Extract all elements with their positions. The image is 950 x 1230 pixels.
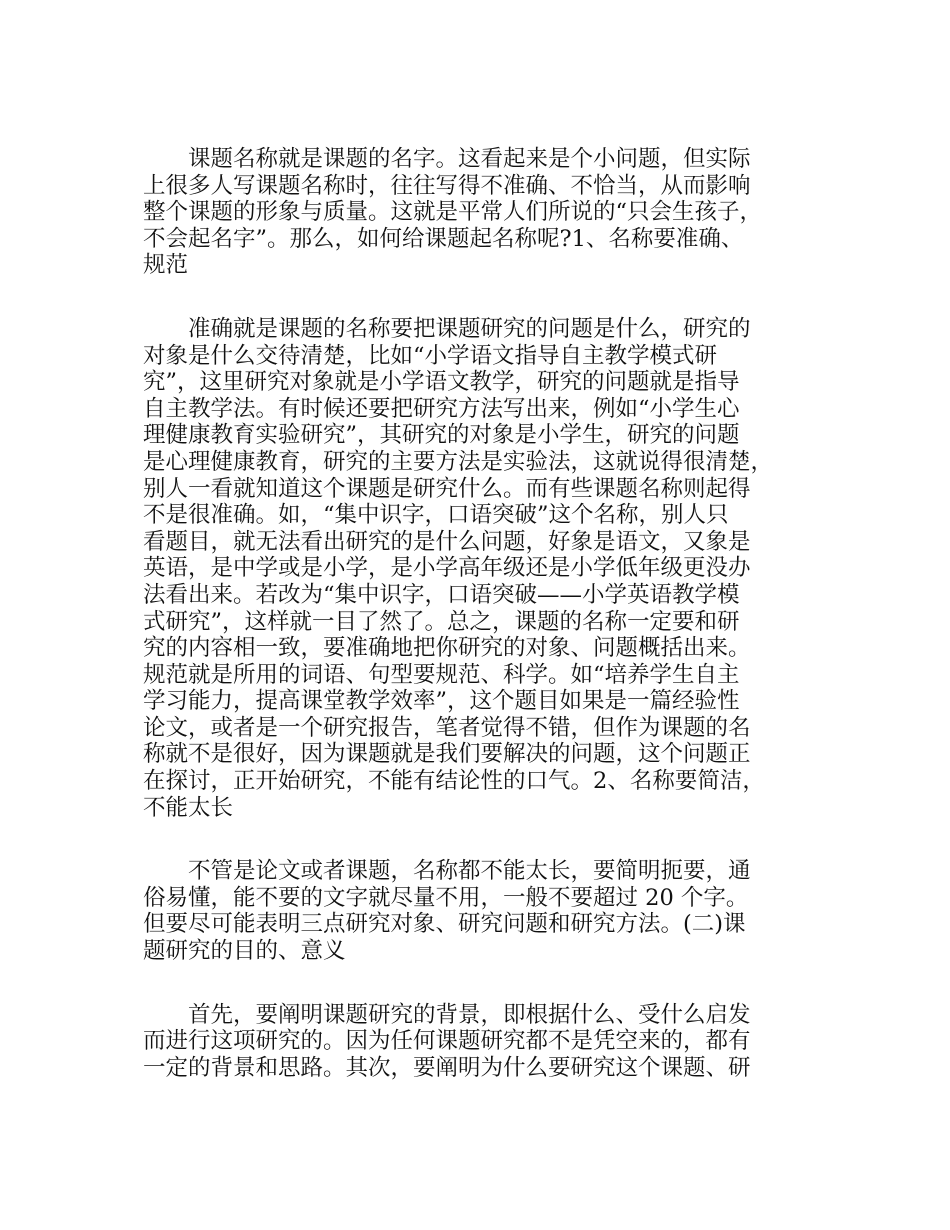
- paragraph-gap: [143, 279, 833, 316]
- text-line: 准确就是课题的名称要把课题研究的问题是什么，研究的: [188, 315, 751, 342]
- text-line: 不管是论文或者课题，名称都不能太长，要简明扼要，通: [188, 858, 751, 885]
- text-line: 英语，是中学或是小学，是小学高年级还是小学低年级更没办: [143, 555, 751, 582]
- text-line: 不能太长: [143, 794, 234, 821]
- paragraph-3: [143, 858, 833, 964]
- text-line: 规范: [143, 252, 189, 279]
- text-line: 在探讨，正开始研究，不能有结论性的口气。2、名称要简洁，: [143, 768, 765, 795]
- text-line: 论文，或者是一个研究报告，笔者觉得不错，但作为课题的名: [143, 714, 751, 741]
- paragraph-gap: [143, 821, 833, 858]
- text-line: 一定的背景和思路。其次，要阐明为什么要研究这个课题、研: [143, 1054, 751, 1081]
- text-line: 但要尽可能表明三点研究对象、研究问题和研究方法。(二)课: [143, 911, 746, 938]
- text-line: 法看出来。若改为“集中识字，口语突破——小学英语教学模: [143, 581, 740, 608]
- text-line: 是心理健康教育，研究的主要方法是实验法，这就说得很清楚，: [143, 448, 774, 475]
- paragraph-2: [143, 316, 833, 821]
- paragraph-4: [143, 1002, 833, 1082]
- text-line: 整个课题的形象与质量。这就是平常人们所说的“只会生孩子，: [143, 199, 763, 226]
- text-line: 不是很准确。如，“集中识字，口语突破”这个名称，别人只: [143, 502, 729, 529]
- paragraph-1: [143, 146, 833, 279]
- text-line: 称就不是很好，因为课题就是我们要解决的问题，这个问题正: [143, 741, 751, 768]
- text-line: 究”，这里研究对象就是小学语文教学，研究的问题就是指导: [143, 369, 740, 396]
- text-line: 题研究的目的、意义: [143, 938, 346, 965]
- text-line: 课题名称就是课题的名字。这看起来是个小问题，但实际: [188, 146, 751, 172]
- text-line: 学习能力，提高课堂教学效率”，这个题目如果是一篇经验性: [143, 688, 740, 715]
- text-line: 俗易懂，能不要的文字就尽量不用，一般不要超过 20 个字。: [143, 884, 749, 911]
- text-line: 别人一看就知道这个课题是研究什么。而有些课题名称则起得: [143, 475, 751, 502]
- text-line: 首先，要阐明课题研究的背景，即根据什么、受什么启发: [188, 1001, 751, 1028]
- paragraph-gap: [143, 965, 833, 1002]
- text-line: 上很多人写课题名称时，往往写得不准确、不恰当，从而影响: [143, 172, 751, 199]
- document-page: [143, 146, 833, 1081]
- text-line: 对象是什么交待清楚，比如“小学语文指导自主教学模式研: [143, 342, 718, 369]
- text-line: 看题目，就无法看出研究的是什么问题，好象是语文，又象是: [143, 528, 751, 555]
- text-line: 而进行这项研究的。因为任何课题研究都不是凭空来的，都有: [143, 1028, 751, 1055]
- text-line: 自主教学法。有时候还要把研究方法写出来，例如“小学生心: [143, 395, 740, 422]
- text-line: 究的内容相一致，要准确地把你研究的对象、问题概括出来。: [143, 635, 751, 662]
- text-line: 不会起名字”。那么，如何给课题起名称呢?1、名称要准确、: [143, 225, 744, 252]
- text-line: 规范就是所用的词语、句型要规范、科学。如“培养学生自主: [143, 661, 740, 688]
- text-line: 式研究”，这样就一目了然了。总之，课题的名称一定要和研: [143, 608, 740, 635]
- text-line: 理健康教育实验研究”，其研究的对象是小学生，研究的问题: [143, 422, 740, 449]
